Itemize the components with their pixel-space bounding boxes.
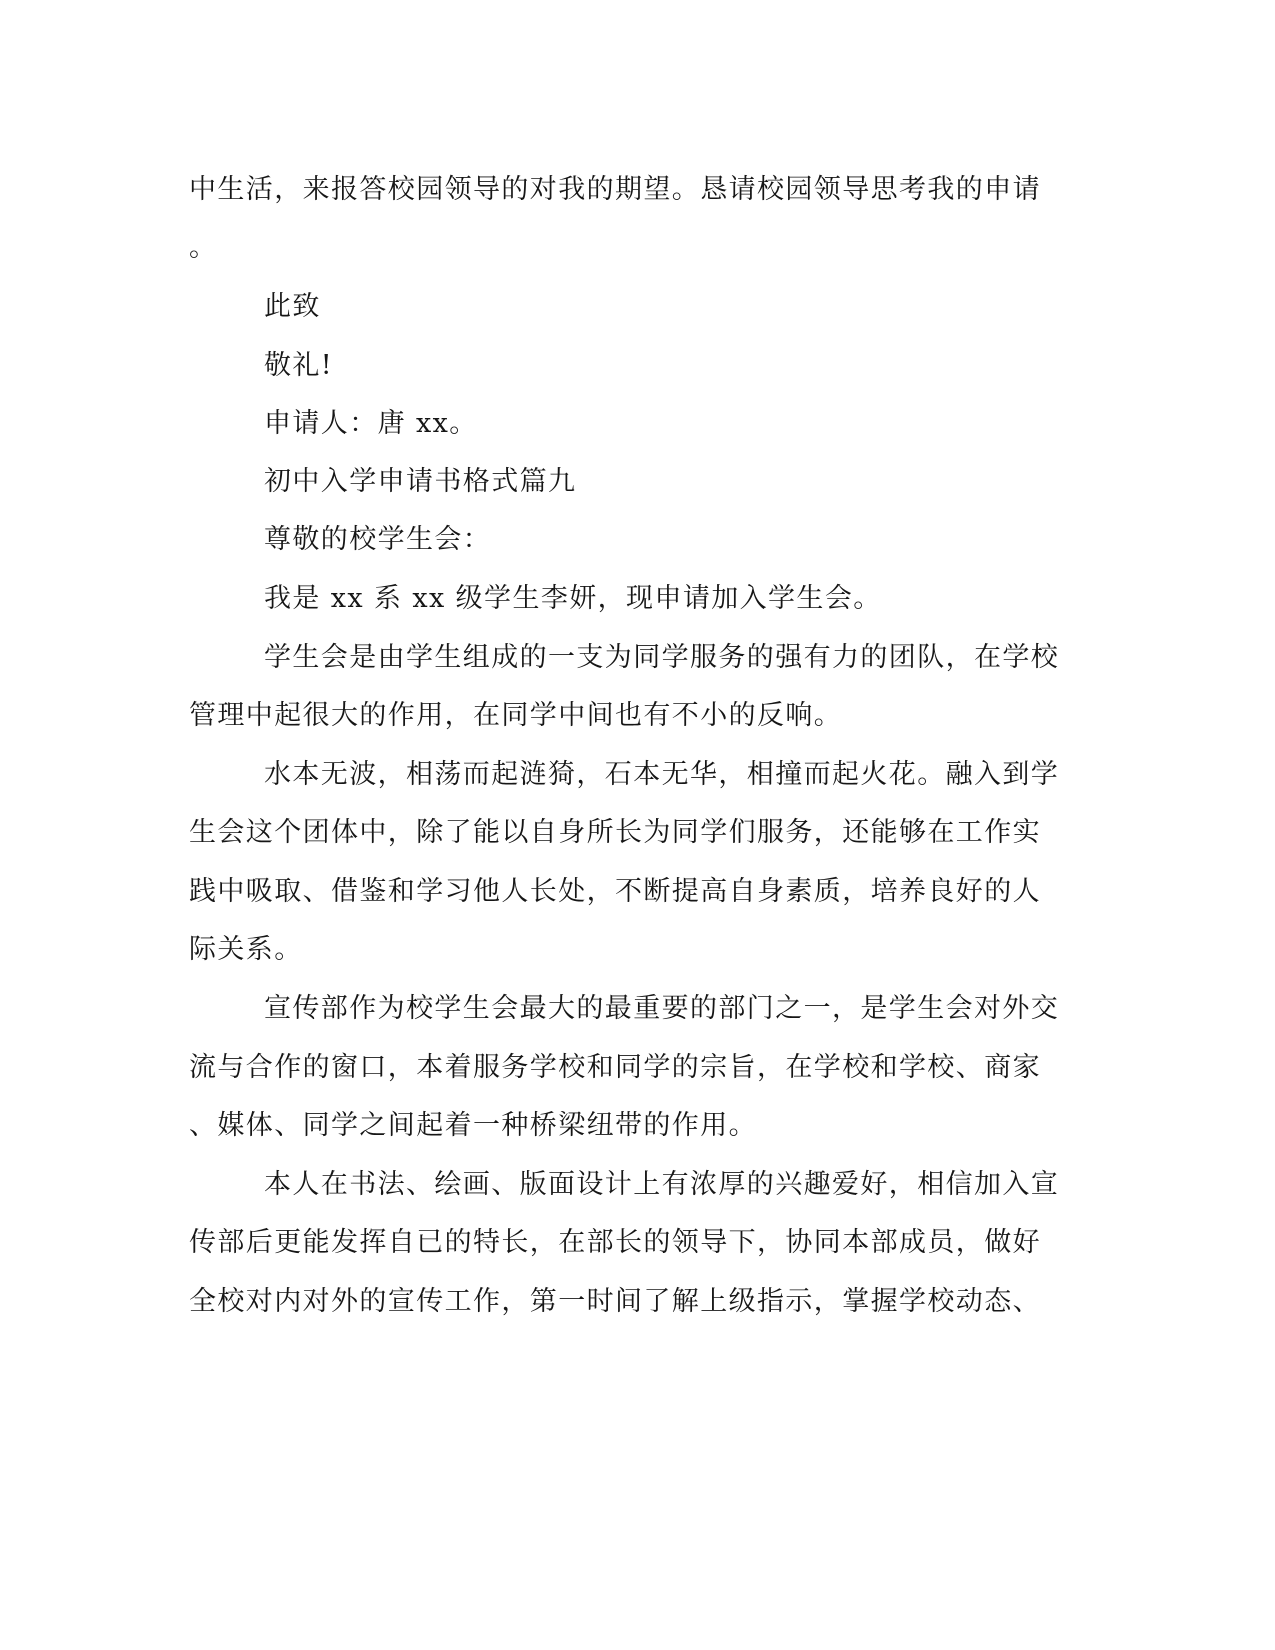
letter-greeting: 尊敬的校学生会： — [264, 524, 492, 555]
text-line: 水本无波，相荡而起涟猗，石本无华，相撞而起火花。融入到学 — [264, 759, 1060, 790]
text-line: 际关系。 — [189, 934, 303, 965]
applicant-signature-line: 申请人：唐 xx。 — [264, 408, 478, 439]
text-line: 全校对内对外的宣传工作，第一时间了解上级指示，掌握学校动态、 — [189, 1286, 1041, 1317]
text-line: 践中吸取、借鉴和学习他人长处，不断提高自身素质，培养良好的人 — [189, 876, 1041, 907]
text-line: 流与合作的窗口，本着服务学校和同学的宗旨，在学校和学校、商家 — [189, 1052, 1041, 1083]
text-line: 中生活，来报答校园领导的对我的期望。恳请校园领导思考我的申请 — [189, 174, 1041, 205]
text-line: 学生会是由学生组成的一支为同学服务的强有力的团队，在学校 — [264, 642, 1060, 673]
text-line: 管理中起很大的作用，在同学中间也有不小的反响。 — [189, 700, 843, 731]
closing-regards: 敬礼! — [264, 350, 334, 381]
text-line: 。 — [189, 232, 218, 263]
section-heading: 初中入学申请书格式篇九 — [264, 466, 577, 497]
text-line: 本人在书法、绘画、版面设计上有浓厚的兴趣爱好，相信加入宣 — [264, 1169, 1060, 1200]
text-line: 传部后更能发挥自已的特长，在部长的领导下，协同本部成员，做好 — [189, 1227, 1041, 1258]
text-line: 宣传部作为校学生会最大的最重要的部门之一，是学生会对外交 — [264, 993, 1060, 1024]
text-line: 生会这个团体中，除了能以自身所长为同学们服务，还能够在工作实 — [189, 817, 1041, 848]
text-line: 、媒体、同学之间起着一种桥梁纽带的作用。 — [189, 1110, 757, 1141]
text-line: 我是 xx 系 xx 级学生李妍，现申请加入学生会。 — [264, 583, 882, 614]
closing-salutation: 此致 — [264, 291, 321, 322]
